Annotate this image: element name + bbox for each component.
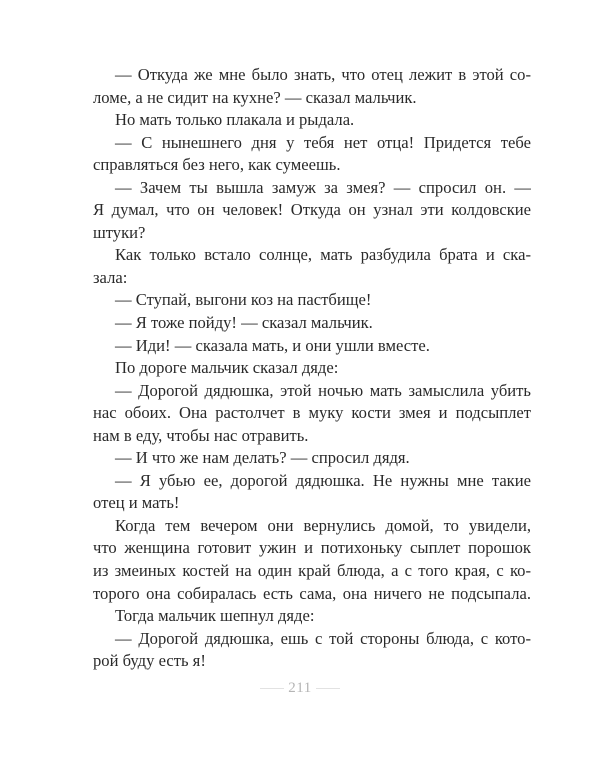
text-line: — Откуда же мне было знать, что отец лежит в этой со-	[115, 65, 531, 84]
text-line: Как только встало солнце, мать разбудила брата и ска-	[115, 245, 531, 265]
text-line: Я думал, что он человек! Откуда он узнал эти колдовские	[93, 200, 531, 220]
text-line: штуки?	[93, 222, 146, 242]
text-line: Когда тем вечером они вернулись домой, то увидели,	[115, 515, 531, 535]
ornament-right-icon	[316, 688, 340, 689]
text-line: — И что же нам делать? — спросил дядя.	[115, 448, 410, 468]
text-line: ломе, а не сидит на кухне? — сказал мальчик.	[93, 87, 417, 107]
text-line: — Дорогой дядюшка, этой ночью мать замыслила убить	[115, 380, 531, 400]
text-line: справляться без него, как сумеешь.	[93, 155, 341, 175]
text-line: — Зачем ты вышла замуж за змея? — спросил он. —	[115, 177, 531, 197]
text-line: нас обоих. Она растолчет в муку кости змея и подсыплет	[93, 403, 531, 423]
text-line: — Ступай, выгони коз на пастбище!	[115, 290, 372, 310]
text-line: Тогда мальчик шепнул дяде:	[115, 606, 315, 626]
text-line: зала:	[93, 267, 128, 287]
text-line: — Я убью ее, дорогой дядюшка. Не нужны мне такие	[115, 470, 531, 490]
page-number: 211	[288, 680, 312, 696]
page-body-text	[93, 64, 531, 673]
text-line: что женщина готовит ужин и потихоньку сыплет порошок	[93, 538, 531, 558]
text-line: рой буду есть я!	[93, 651, 206, 671]
text-line: Но мать только плакала и рыдала.	[115, 110, 355, 130]
text-line: — Дорогой дядюшка, ешь с той стороны блюда, с кото-	[115, 628, 531, 648]
page-number-folio	[0, 680, 600, 697]
ornament-left-icon	[260, 688, 284, 689]
text-line: — Я тоже пойду! — сказал мальчик.	[115, 313, 373, 333]
text-line: — С нынешнего дня у тебя нет отца! Придется тебе	[115, 132, 531, 152]
text-line: нам в еду, чтобы нас отравить.	[93, 425, 309, 445]
text-line: отец и мать!	[93, 493, 180, 513]
text-line: — Иди! — сказала мать, и они ушли вместе.	[115, 335, 430, 355]
text-line: По дороге мальчик сказал дяде:	[115, 358, 339, 378]
text-line: торого она собиралась есть сама, она ничего не подсыпала.	[93, 583, 531, 603]
text-line: из змеиных костей на один край блюда, а с того края, с ко-	[93, 561, 531, 581]
